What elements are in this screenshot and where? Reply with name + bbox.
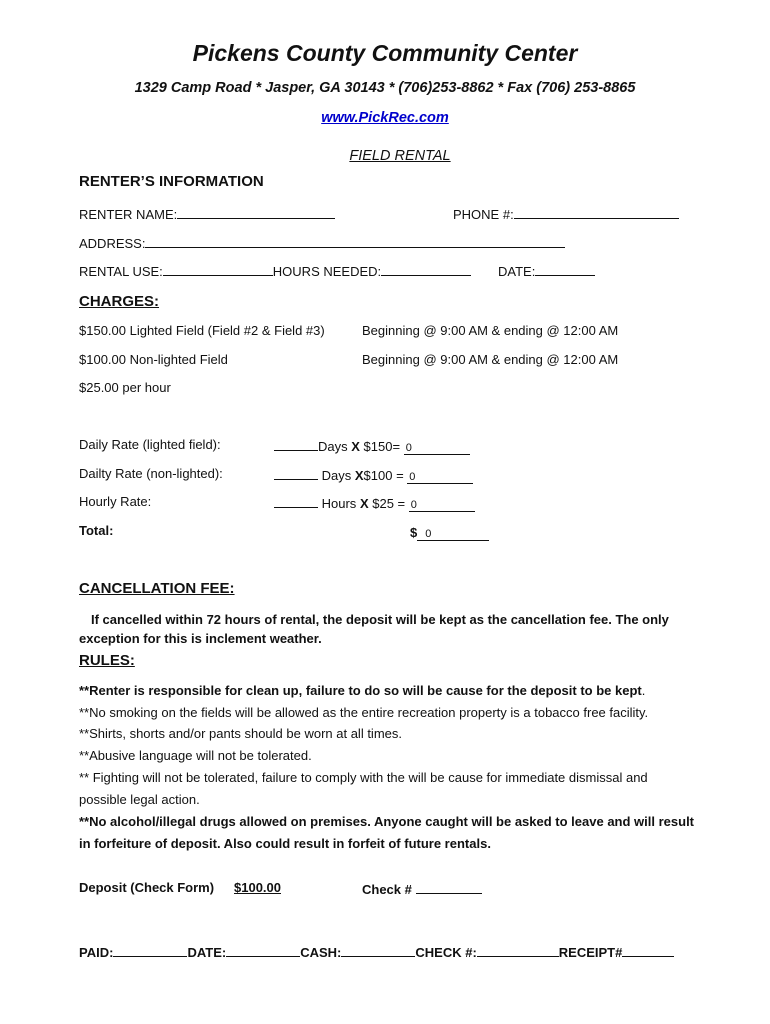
address-label: ADDRESS:	[79, 236, 146, 251]
multiply-sign: X	[359, 496, 369, 511]
phone-field[interactable]	[514, 205, 679, 219]
cash-field[interactable]	[341, 943, 415, 957]
rule-language: **Abusive language will not be tolerated.	[79, 748, 312, 763]
center-title: Pickens County Community Center	[192, 40, 578, 66]
office-use-row	[79, 943, 674, 960]
date-row	[498, 262, 595, 279]
office-date-field[interactable]	[226, 943, 300, 957]
paid-label: PAID:	[79, 945, 114, 960]
deposit-label: Deposit (Check Form)	[79, 880, 215, 895]
days-unit: Days	[321, 468, 352, 483]
rental-use-row	[79, 262, 471, 279]
deposit-check-field[interactable]	[416, 880, 482, 894]
rate-lighted: $150=	[363, 439, 401, 454]
charge-hourly-price: $25.00 per hour	[79, 380, 171, 395]
hours-needed-label: HOURS NEEDED:	[272, 264, 382, 279]
charge-nonlighted-price: $100.00 Non-lighted Field	[79, 352, 228, 367]
daily-nonlighted-result[interactable]: 0	[407, 471, 473, 484]
deposit-amount	[228, 880, 281, 895]
rental-use-field[interactable]	[163, 262, 273, 276]
phone-label: PHONE #:	[453, 207, 514, 222]
total-currency: $	[410, 525, 418, 540]
cancellation-line-1: If cancelled within 72 hours of rental, the deposit will be kept as the cancellation fee. The only	[91, 612, 669, 627]
renter-name-row	[79, 205, 335, 222]
deposit-check-row	[362, 880, 482, 897]
rule-alcohol-1: **No alcohol/illegal drugs allowed on premises. Anyone caught will be asked to leave and will result	[79, 814, 695, 829]
phone-row	[453, 205, 679, 222]
rule-cleanup	[79, 683, 645, 698]
rule-clothing: **Shirts, shorts and/or pants should be worn at all times.	[79, 726, 402, 741]
date-field[interactable]	[535, 262, 595, 276]
cancellation-heading: CANCELLATION FEE:	[79, 580, 235, 597]
receipt-label: RECEIPT#	[558, 945, 623, 960]
rule-fighting-2: possible legal action.	[79, 792, 200, 807]
rule-fighting-1: ** Fighting will not be tolerated, failure to comply with the will be cause for immediate dismissal and	[79, 770, 648, 785]
hours-needed-field[interactable]	[381, 262, 471, 276]
multiply-sign: X	[354, 468, 364, 483]
hours-unit: Hours	[321, 496, 357, 511]
deposit-amount-value: $100.00	[234, 880, 281, 895]
cash-label: CASH:	[300, 945, 342, 960]
date-label: DATE:	[498, 264, 536, 279]
daily-nonlighted-label: Dailty Rate (non-lighted):	[79, 466, 223, 481]
center-address: 1329 Camp Road * Jasper, GA 30143 * (706)253-8862 * Fax (706) 253-8865	[134, 80, 636, 96]
charge-nonlighted-time: Beginning @ 9:00 AM & ending @ 12:00 AM	[362, 352, 619, 367]
rate-hourly: $25 =	[372, 496, 406, 511]
website-link[interactable]: www.PickRec.com	[321, 110, 449, 126]
renter-info-heading: RENTER’S INFORMATION	[79, 173, 264, 190]
total-label: Total:	[79, 523, 114, 538]
hourly-label: Hourly Rate:	[79, 494, 152, 509]
multiply-sign: X	[351, 439, 360, 454]
total-row	[410, 525, 489, 541]
rental-use-label: RENTAL USE:	[79, 264, 163, 279]
rule-no-smoking: **No smoking on the fields will be allowed as the entire recreation property is a tobacco free facility.	[79, 705, 649, 720]
receipt-field[interactable]	[622, 943, 674, 957]
rule-cleanup-period: .	[641, 683, 646, 698]
charges-heading: CHARGES:	[79, 293, 160, 310]
hourly-result[interactable]: 0	[409, 499, 475, 512]
rate-nonlighted: $100 =	[363, 468, 404, 483]
deposit-check-label: Check #	[362, 882, 412, 897]
address-row	[79, 234, 565, 251]
rule-cleanup-text: **Renter is responsible for clean up, failure to do so will be cause for the deposit to be kept	[79, 683, 642, 698]
office-check-field[interactable]	[477, 943, 559, 957]
office-date-label: DATE:	[187, 945, 227, 960]
daily-nonlighted-calc	[274, 466, 473, 484]
days-unit: Days	[318, 439, 348, 454]
form-title: FIELD RENTAL	[349, 148, 451, 164]
address-field[interactable]	[145, 234, 565, 248]
hourly-hours-field[interactable]	[274, 494, 318, 508]
daily-lighted-days-field[interactable]	[274, 437, 318, 451]
rule-alcohol-2: in forfeiture of deposit. Also could result in forfeit of future rentals.	[79, 836, 491, 851]
renter-name-field[interactable]	[177, 205, 335, 219]
renter-name-label: RENTER NAME:	[79, 207, 178, 222]
daily-nonlighted-days-field[interactable]	[274, 466, 318, 480]
hourly-calc	[274, 494, 475, 512]
cancellation-line-2: exception for this is inclement weather.	[79, 631, 322, 646]
daily-lighted-result[interactable]: 0	[404, 442, 470, 455]
office-check-label: CHECK #:	[415, 945, 477, 960]
charge-lighted-price: $150.00 Lighted Field (Field #2 & Field #3)	[79, 323, 325, 338]
daily-lighted-calc	[274, 437, 470, 455]
charge-lighted-time: Beginning @ 9:00 AM & ending @ 12:00 AM	[362, 323, 619, 338]
paid-field[interactable]	[113, 943, 187, 957]
daily-lighted-label: Daily Rate (lighted field):	[79, 437, 221, 452]
rules-heading: RULES:	[79, 652, 135, 669]
total-result[interactable]: 0	[417, 528, 489, 541]
